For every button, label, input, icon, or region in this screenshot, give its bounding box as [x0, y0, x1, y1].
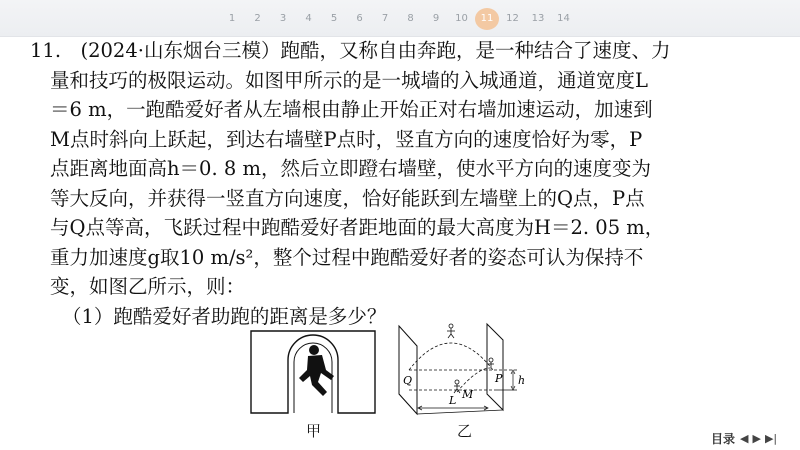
label-p: P: [495, 372, 503, 385]
question-line-7: 与Q点等高，飞跃过程中跑酷爱好者距地面的最大高度为H＝2. 05 m，: [50, 216, 665, 239]
last-slide-button[interactable]: ▶|: [764, 432, 778, 445]
question-line-9: 变，如图乙所示，则：: [50, 275, 246, 298]
page-number-8[interactable]: 8: [407, 13, 414, 24]
previous-slide-button[interactable]: ◀: [740, 432, 749, 445]
label-m: M: [462, 388, 474, 401]
page-number-9[interactable]: 9: [432, 13, 440, 24]
page-navigator: [0, 0, 800, 37]
page-number-6[interactable]: 6: [356, 13, 363, 24]
page-number-12[interactable]: 12: [506, 13, 519, 24]
question-line-4: M点时斜向上跃起，到达右墙壁P点时，竖直方向的速度恰好为零，P: [50, 127, 643, 151]
page-number-10[interactable]: 10: [455, 13, 468, 24]
label-h: h: [518, 374, 526, 387]
page-number-13[interactable]: 13: [531, 13, 545, 24]
question-line-5: 点距离地面高h＝0. 8 m，然后立即蹬右墙壁，使水平方向的速度变为: [50, 157, 651, 180]
question-line-1: 11. (2024·山东烟台三模）跑酷，又称自由奔跑，是一种结合了速度、力: [30, 39, 671, 62]
stick-figure-top-icon: [447, 324, 455, 338]
stick-figure-p-icon: [488, 358, 494, 367]
page-number-5[interactable]: 5: [330, 13, 338, 24]
table-of-contents-link[interactable]: 目录: [711, 432, 736, 446]
label-l: L: [449, 394, 457, 407]
page-number-2[interactable]: 2: [254, 13, 261, 24]
figure-yi-trajectory-diagram: [395, 318, 537, 420]
page-number-14[interactable]: 14: [557, 13, 570, 24]
label-q: Q: [403, 374, 413, 387]
figure-jia-caption: 甲: [306, 422, 322, 440]
stick-figure-m-icon: [454, 380, 460, 393]
slide-navigation: [711, 430, 781, 447]
question-line-6: 等大反向，并获得一竖直方向速度，恰好能跃到左墙壁上的Q点，P点: [50, 186, 645, 210]
figure-jia-wall-gate: [250, 330, 376, 414]
parkour-silhouette-icon: [299, 345, 334, 396]
page-number-3[interactable]: 3: [279, 13, 287, 24]
page-number-11[interactable]: 11: [475, 8, 499, 30]
sub-question-1: （1）跑酷爱好者助跑的距离是多少？: [62, 304, 387, 328]
question-line-8: 重力加速度g取10 m/s²，整个过程中跑酷爱好者的姿态可认为保持不: [50, 245, 644, 269]
page-number-7[interactable]: 7: [381, 13, 389, 24]
figure-yi-caption: 乙: [457, 422, 473, 440]
question-line-3: ＝6 m，一跑酷爱好者从左墙根由静止开始正对右墙加速运动，加速到: [50, 98, 653, 121]
page-number-list: [220, 8, 577, 30]
question-line-2: 量和技巧的极限运动。如图甲所示的是一城墙的入城通道，通道宽度L: [50, 68, 648, 92]
page-number-4[interactable]: 4: [305, 13, 312, 24]
page-number-1[interactable]: 1: [228, 13, 236, 24]
next-slide-button[interactable]: ▶: [752, 432, 761, 445]
